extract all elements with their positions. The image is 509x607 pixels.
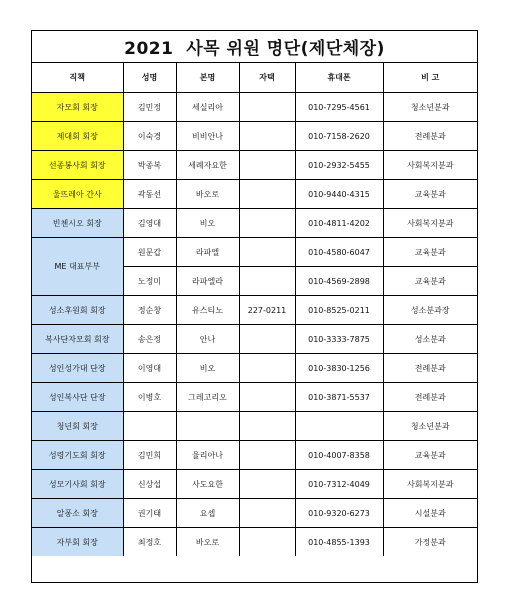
- cell-baptismal: 사도요한: [176, 470, 239, 499]
- cell-name: 이병호: [123, 383, 176, 412]
- cell-position: 성소후원회 회장: [32, 296, 123, 325]
- table-row: [32, 412, 477, 441]
- cell-mobile: 010-8525-0211: [295, 296, 383, 325]
- cell-note: 전례분과: [383, 354, 477, 383]
- cell-note: 시설분과: [383, 499, 477, 528]
- cell-mobile: 010-4811-4202: [295, 209, 383, 238]
- roster-table: [32, 63, 477, 556]
- cell-baptismal: [176, 412, 239, 441]
- header-name: 성명: [123, 63, 176, 93]
- table-row: [32, 296, 477, 325]
- cell-position: ME 대표부부: [32, 238, 123, 296]
- header-baptismal: 본명: [176, 63, 239, 93]
- header-home: 자택: [239, 63, 295, 93]
- cell-mobile: 010-9440-4315: [295, 180, 383, 209]
- table-row: [32, 325, 477, 354]
- cell-home: [239, 267, 295, 296]
- cell-mobile: 010-7295-4561: [295, 93, 383, 122]
- cell-baptismal: 요셉: [176, 499, 239, 528]
- header-note: 비 고: [383, 63, 477, 93]
- cell-position: 성모기사회 회장: [32, 470, 123, 499]
- cell-name: 곽동선: [123, 180, 176, 209]
- cell-home: [239, 499, 295, 528]
- cell-note: 청소년분과: [383, 412, 477, 441]
- cell-baptismal: 라파엘라: [176, 267, 239, 296]
- cell-note: 교육분과: [383, 238, 477, 267]
- cell-note: 전례분과: [383, 122, 477, 151]
- cell-home: [239, 238, 295, 267]
- cell-mobile: 010-4580-6047: [295, 238, 383, 267]
- cell-mobile: 010-3871-5537: [295, 383, 383, 412]
- header-position: 직책: [32, 63, 123, 93]
- cell-baptismal: 그레고리오: [176, 383, 239, 412]
- cell-home: [239, 528, 295, 557]
- cell-name: 정순창: [123, 296, 176, 325]
- cell-name: 노정미: [123, 267, 176, 296]
- cell-note: 성소분과: [383, 325, 477, 354]
- cell-baptismal: 세실리아: [176, 93, 239, 122]
- roster-sheet: [31, 30, 478, 583]
- cell-home: 227-0211: [239, 296, 295, 325]
- cell-name: 박종복: [123, 151, 176, 180]
- cell-mobile: 010-4855-1393: [295, 528, 383, 557]
- cell-position: 청년회 회장: [32, 412, 123, 441]
- cell-note: 사회복지분과: [383, 209, 477, 238]
- cell-note: 사회복지분과: [383, 151, 477, 180]
- cell-name: [123, 412, 176, 441]
- cell-note: 전례분과: [383, 383, 477, 412]
- cell-name: 이숙경: [123, 122, 176, 151]
- cell-mobile: 010-3333-7875: [295, 325, 383, 354]
- table-row: [32, 354, 477, 383]
- table-row: [32, 180, 477, 209]
- table-row: [32, 238, 477, 267]
- cell-name: 최정호: [123, 528, 176, 557]
- cell-baptismal: 비오: [176, 209, 239, 238]
- cell-baptismal: 세례자요한: [176, 151, 239, 180]
- cell-position: 울뜨레아 간사: [32, 180, 123, 209]
- cell-position: 성인성가대 단장: [32, 354, 123, 383]
- cell-note: 청소년분과: [383, 93, 477, 122]
- cell-mobile: 010-9320-6273: [295, 499, 383, 528]
- cell-position: 빈첸시오 회장: [32, 209, 123, 238]
- cell-home: [239, 354, 295, 383]
- cell-home: [239, 209, 295, 238]
- cell-note: 교육분과: [383, 180, 477, 209]
- table-row: [32, 441, 477, 470]
- table-row: [32, 151, 477, 180]
- cell-name: 이영대: [123, 354, 176, 383]
- cell-name: 김민정: [123, 93, 176, 122]
- cell-name: 송은정: [123, 325, 176, 354]
- cell-baptismal: 율리아나: [176, 441, 239, 470]
- cell-baptismal: 라파엘: [176, 238, 239, 267]
- cell-home: [239, 93, 295, 122]
- cell-position: 알퐁소 회장: [32, 499, 123, 528]
- table-row: [32, 383, 477, 412]
- cell-baptismal: 유스티노: [176, 296, 239, 325]
- cell-baptismal: 비비안나: [176, 122, 239, 151]
- cell-position: 제대회 회장: [32, 122, 123, 151]
- cell-home: [239, 151, 295, 180]
- cell-mobile: 010-3830-1256: [295, 354, 383, 383]
- table-row: [32, 528, 477, 557]
- cell-home: [239, 325, 295, 354]
- page-title: 2021 사목 위원 명단(제단체장): [32, 31, 477, 63]
- cell-home: [239, 180, 295, 209]
- table-row: [32, 499, 477, 528]
- cell-name: 신상섭: [123, 470, 176, 499]
- cell-note: 성소분과장: [383, 296, 477, 325]
- cell-mobile: 010-4569-2898: [295, 267, 383, 296]
- cell-home: [239, 412, 295, 441]
- cell-position: 선종봉사회 회장: [32, 151, 123, 180]
- cell-name: 김영대: [123, 209, 176, 238]
- cell-name: 원문갑: [123, 238, 176, 267]
- cell-home: [239, 470, 295, 499]
- cell-position: 성령기도회 회장: [32, 441, 123, 470]
- table-row: [32, 209, 477, 238]
- table-row: [32, 93, 477, 122]
- cell-position: 성인복사단 단장: [32, 383, 123, 412]
- cell-baptismal: 바오로: [176, 528, 239, 557]
- cell-mobile: 010-7158-2620: [295, 122, 383, 151]
- cell-mobile: 010-4007-8358: [295, 441, 383, 470]
- cell-note: 가정분과: [383, 528, 477, 557]
- cell-position: 자부회 회장: [32, 528, 123, 557]
- cell-home: [239, 441, 295, 470]
- table-row: [32, 470, 477, 499]
- cell-mobile: 010-7312-4049: [295, 470, 383, 499]
- cell-name: 권기태: [123, 499, 176, 528]
- header-row: [32, 63, 477, 93]
- cell-baptismal: 바오로: [176, 180, 239, 209]
- table-row: [32, 122, 477, 151]
- cell-baptismal: 안나: [176, 325, 239, 354]
- cell-note: 교육분과: [383, 441, 477, 470]
- cell-baptismal: 비오: [176, 354, 239, 383]
- cell-home: [239, 122, 295, 151]
- cell-home: [239, 383, 295, 412]
- cell-mobile: 010-2932-5455: [295, 151, 383, 180]
- cell-note: 사회복지분과: [383, 470, 477, 499]
- cell-position: 자모회 회장: [32, 93, 123, 122]
- cell-mobile: [295, 412, 383, 441]
- cell-name: 김민희: [123, 441, 176, 470]
- cell-position: 복사단자모회 회장: [32, 325, 123, 354]
- header-mobile: 휴대폰: [295, 63, 383, 93]
- cell-note: 교육분과: [383, 267, 477, 296]
